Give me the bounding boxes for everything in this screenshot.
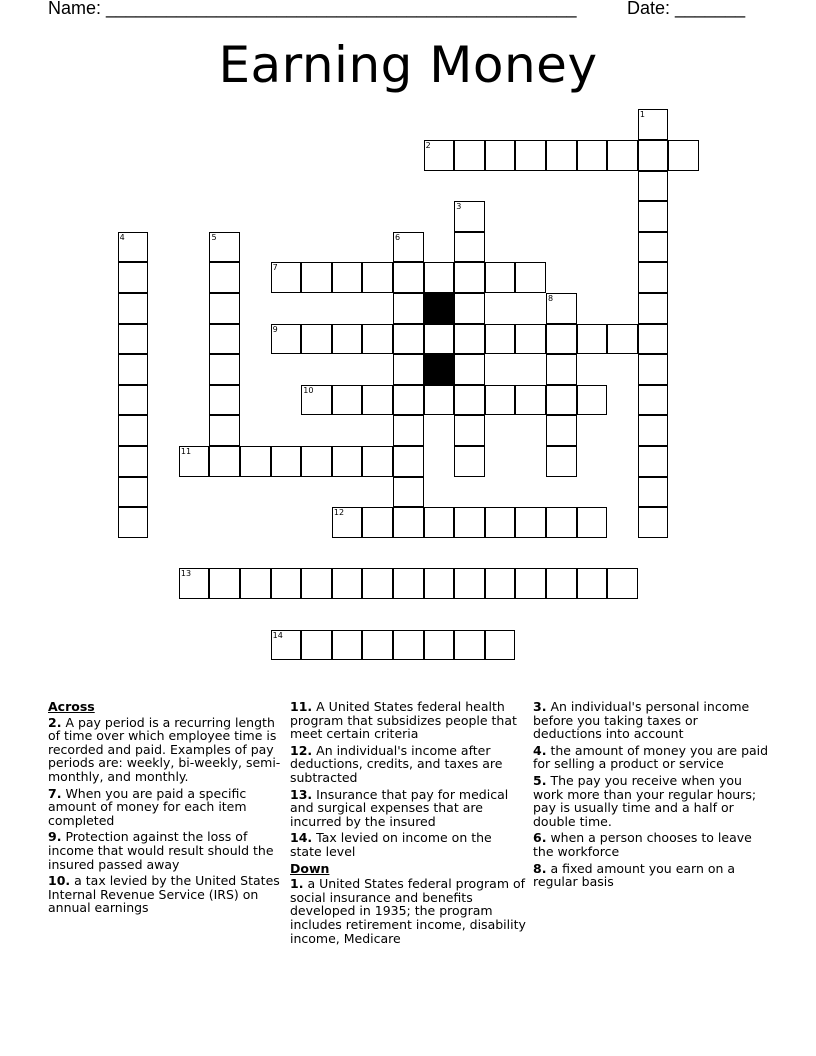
grid-cell[interactable] — [424, 385, 455, 416]
grid-cell[interactable] — [240, 446, 271, 477]
clue-number-label: 1 — [639, 110, 645, 120]
down-clue-list — [290, 877, 526, 945]
clue-text: Tax levied on income on the state level — [290, 830, 492, 859]
grid-cell[interactable] — [271, 568, 302, 599]
grid-cell[interactable] — [424, 568, 455, 599]
date-field-line: Date: _______ — [627, 0, 746, 18]
grid-cell[interactable] — [118, 354, 149, 385]
grid-cell[interactable] — [209, 232, 240, 263]
page-title: Earning Money — [218, 36, 598, 94]
grid-cell[interactable] — [209, 446, 240, 477]
down-clue — [533, 744, 769, 771]
grid-cell[interactable] — [209, 385, 240, 416]
clue-number-label: 2 — [425, 140, 431, 150]
across-clue — [290, 700, 526, 741]
grid-cell[interactable] — [454, 201, 485, 232]
grid-cell[interactable] — [485, 324, 516, 355]
clue-text: The pay you receive when you work more than your regular hours; pay is usually time and a half or double time. — [533, 772, 757, 829]
grid-cell[interactable] — [424, 507, 455, 538]
grid-cell[interactable] — [454, 446, 485, 477]
grid-cell[interactable] — [546, 140, 577, 171]
across-heading: Across — [48, 699, 95, 714]
grid-cell[interactable] — [546, 446, 577, 477]
grid-cell[interactable] — [485, 568, 516, 599]
clue-number: 3. — [533, 699, 547, 714]
clue-text: when a person chooses to leave the workforce — [533, 830, 752, 859]
grid-cell[interactable] — [638, 109, 669, 140]
across-clue-list-continued — [290, 700, 526, 859]
grid-cell[interactable] — [454, 630, 485, 661]
grid-cell[interactable] — [424, 262, 455, 293]
grid-cell[interactable] — [577, 568, 608, 599]
grid-cell[interactable] — [607, 568, 638, 599]
grid-cell[interactable] — [638, 293, 669, 324]
clue-number: 4. — [533, 742, 547, 758]
grid-cell[interactable] — [118, 262, 149, 293]
grid-cell[interactable] — [546, 507, 577, 538]
grid-cell[interactable] — [638, 415, 669, 446]
grid-cell[interactable] — [118, 293, 149, 324]
grid-cell[interactable] — [362, 446, 393, 477]
clue-number: 5. — [533, 772, 547, 788]
grid-cell[interactable] — [301, 630, 332, 661]
clue-text: When you are paid a specific amount of money for each item completed — [48, 785, 247, 828]
clue-text: An individual's income after deductions, credits, and taxes are subtracted — [290, 742, 503, 785]
grid-cell[interactable] — [362, 630, 393, 661]
grid-cell[interactable] — [485, 507, 516, 538]
grid-cell[interactable] — [271, 262, 302, 293]
grid-cell[interactable] — [209, 568, 240, 599]
grid-cell[interactable] — [362, 507, 393, 538]
grid-cell[interactable] — [607, 140, 638, 171]
grid-cell[interactable] — [118, 446, 149, 477]
grid-cell[interactable] — [424, 140, 455, 171]
grid-cell[interactable] — [393, 446, 424, 477]
grid-cell[interactable] — [638, 385, 669, 416]
clues-column-2 — [290, 700, 526, 948]
clue-text: a fixed amount you earn on a regular basis — [533, 860, 736, 890]
grid-cell[interactable] — [393, 293, 424, 324]
grid-cell[interactable] — [393, 507, 424, 538]
grid-cell[interactable] — [454, 568, 485, 599]
clue-text: Protection against the loss of income that would result should the insured passed away — [48, 829, 274, 872]
grid-cell[interactable] — [577, 385, 608, 416]
grid-cell[interactable] — [638, 446, 669, 477]
clue-number-label: 3 — [456, 202, 462, 212]
grid-cell[interactable] — [546, 324, 577, 355]
across-clue-list — [48, 716, 284, 915]
grid-cell[interactable] — [118, 385, 149, 416]
clue-text: An individual's personal income before you taking taxes or deductions into account — [533, 699, 750, 742]
grid-cell[interactable] — [209, 324, 240, 355]
grid-cell[interactable] — [209, 262, 240, 293]
clue-text: A United States federal health program that subsidizes people that meet certain criteria — [290, 699, 517, 742]
clue-text: a United States federal program of social insurance and benefits developed in 1935; the program includes retirement income, disability income, Medicare — [290, 876, 526, 946]
grid-cell[interactable] — [577, 324, 608, 355]
grid-cell[interactable] — [638, 171, 669, 202]
grid-cell[interactable] — [393, 630, 424, 661]
grid-cell[interactable] — [393, 477, 424, 508]
clue-text: Insurance that pay for medical and surgical expenses that are incurred by the insured — [290, 786, 509, 829]
clue-number-label: 12 — [333, 508, 345, 518]
grid-cell[interactable] — [362, 385, 393, 416]
grid-cell[interactable] — [515, 140, 546, 171]
across-clue — [48, 787, 284, 828]
grid-cell[interactable] — [638, 354, 669, 385]
grid-cell[interactable] — [577, 507, 608, 538]
grid-cell[interactable] — [301, 262, 332, 293]
grid-cell[interactable] — [454, 415, 485, 446]
clue-text: A pay period is a recurring length of time over which employee time is recorded and paid. Examples of pay periods are: weekly, bi-weekly, semi-monthly, and monthly. — [48, 714, 281, 784]
grid-cell[interactable] — [668, 140, 699, 171]
down-clue-list-continued — [533, 700, 769, 889]
clue-number: 1. — [290, 876, 304, 892]
clue-number-label: 7 — [272, 263, 278, 273]
grid-cell[interactable] — [332, 630, 363, 661]
grid-cell[interactable] — [454, 324, 485, 355]
clue-number: 14. — [290, 830, 313, 846]
grid-cell[interactable] — [515, 324, 546, 355]
grid-cell[interactable] — [393, 232, 424, 263]
clue-number-label: 8 — [548, 293, 554, 303]
clue-number: 6. — [533, 830, 547, 846]
clue-text: a tax levied by the United States Internal Revenue Service (IRS) on annual earnings — [48, 873, 280, 916]
grid-cell[interactable] — [607, 324, 638, 355]
clue-number-label: 14 — [272, 630, 283, 640]
clues-column-3 — [533, 700, 769, 892]
grid-cell[interactable] — [118, 232, 149, 263]
grid-cell[interactable] — [546, 385, 577, 416]
grid-cell[interactable] — [454, 354, 485, 385]
grid-cell[interactable] — [515, 385, 546, 416]
grid-cell[interactable] — [209, 415, 240, 446]
grid-cell[interactable] — [332, 568, 363, 599]
grid-cell[interactable] — [332, 262, 363, 293]
down-clue — [533, 862, 769, 889]
grid-cell[interactable] — [332, 446, 363, 477]
grid-cell[interactable] — [301, 324, 332, 355]
clue-number: 7. — [48, 785, 62, 801]
grid-cell[interactable] — [454, 507, 485, 538]
across-clue — [290, 831, 526, 858]
black-cell — [424, 293, 455, 324]
grid-cell[interactable] — [209, 293, 240, 324]
grid-cell[interactable] — [118, 324, 149, 355]
clue-number: 2. — [48, 714, 62, 730]
grid-cell[interactable] — [424, 630, 455, 661]
down-clue — [290, 877, 526, 945]
grid-cell[interactable] — [577, 140, 608, 171]
grid-cell[interactable] — [271, 324, 302, 355]
clue-number-label: 13 — [180, 569, 192, 579]
clue-number: 10. — [48, 873, 71, 889]
grid-cell[interactable] — [393, 354, 424, 385]
grid-cell[interactable] — [454, 293, 485, 324]
grid-cell[interactable] — [638, 477, 669, 508]
across-clue — [290, 744, 526, 785]
grid-cell[interactable] — [638, 507, 669, 538]
grid-cell[interactable] — [332, 507, 363, 538]
grid-cell[interactable] — [271, 630, 302, 661]
grid-cell[interactable] — [393, 262, 424, 293]
clue-number-label: 10 — [303, 385, 314, 395]
grid-cell[interactable] — [301, 385, 332, 416]
grid-cell[interactable] — [332, 385, 363, 416]
grid-cell[interactable] — [393, 568, 424, 599]
across-clue — [48, 830, 284, 871]
grid-cell[interactable] — [179, 446, 210, 477]
grid-cell[interactable] — [454, 385, 485, 416]
grid-cell[interactable] — [485, 385, 516, 416]
clue-number: 12. — [290, 742, 313, 758]
clue-number-label: 5 — [211, 232, 217, 242]
grid-cell[interactable] — [362, 262, 393, 293]
grid-cell[interactable] — [546, 293, 577, 324]
down-clue — [533, 774, 769, 828]
grid-cell[interactable] — [546, 415, 577, 446]
clue-number: 8. — [533, 860, 547, 876]
grid-cell[interactable] — [362, 324, 393, 355]
grid-cell[interactable] — [393, 415, 424, 446]
grid-cell[interactable] — [638, 232, 669, 263]
clues-column-1 — [48, 700, 284, 918]
down-heading: Down — [290, 860, 330, 876]
grid-cell[interactable] — [118, 415, 149, 446]
grid-cell[interactable] — [271, 446, 302, 477]
down-clue — [533, 700, 769, 741]
across-clue — [48, 716, 284, 784]
grid-cell[interactable] — [209, 354, 240, 385]
clue-text: the amount of money you are paid for selling a product or service — [533, 742, 769, 772]
clue-number: 13. — [290, 786, 313, 802]
clue-number: 9. — [48, 829, 62, 845]
across-clue — [290, 788, 526, 829]
grid-cell[interactable] — [393, 385, 424, 416]
grid-cell[interactable] — [485, 262, 516, 293]
grid-cell[interactable] — [638, 201, 669, 232]
grid-cell[interactable] — [485, 630, 516, 661]
grid-cell[interactable] — [638, 324, 669, 355]
grid-cell[interactable] — [301, 446, 332, 477]
grid-cell[interactable] — [638, 140, 669, 171]
grid-cell[interactable] — [638, 262, 669, 293]
grid-cell[interactable] — [454, 232, 485, 263]
grid-cell[interactable] — [118, 477, 149, 508]
grid-cell[interactable] — [485, 140, 516, 171]
grid-cell[interactable] — [546, 354, 577, 385]
grid-cell[interactable] — [240, 568, 271, 599]
grid-cell[interactable] — [546, 568, 577, 599]
grid-cell[interactable] — [332, 324, 363, 355]
grid-cell[interactable] — [362, 568, 393, 599]
grid-cell[interactable] — [454, 140, 485, 171]
clue-number-label: 6 — [395, 232, 401, 242]
grid-cell[interactable] — [515, 507, 546, 538]
clue-number-label: 4 — [119, 232, 125, 242]
clue-number-label: 11 — [180, 446, 192, 456]
down-clue — [533, 831, 769, 858]
black-cell — [424, 354, 455, 385]
grid-cell[interactable] — [179, 568, 210, 599]
across-clue — [48, 874, 284, 915]
grid-cell[interactable] — [118, 507, 149, 538]
grid-cell[interactable] — [393, 324, 424, 355]
name-field-line: Name: _______________________________________________ — [48, 0, 577, 18]
grid-cell[interactable] — [515, 568, 546, 599]
grid-cell[interactable] — [424, 324, 455, 355]
grid-cell[interactable] — [515, 262, 546, 293]
grid-cell[interactable] — [454, 262, 485, 293]
clue-number-label: 9 — [272, 324, 278, 334]
clue-number: 11. — [290, 699, 313, 714]
grid-cell[interactable] — [301, 568, 332, 599]
